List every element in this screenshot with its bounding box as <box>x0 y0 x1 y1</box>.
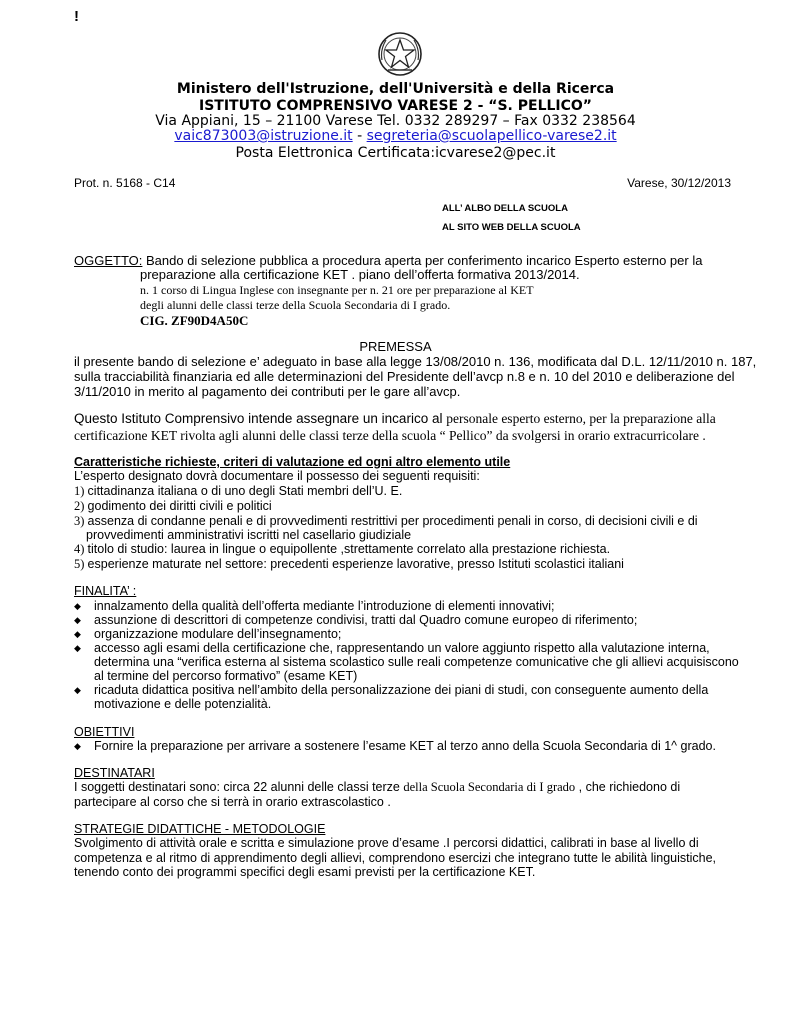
requisito-item: 5) esperienze maturate nel settore: precedenti esperienze lavorative, presso Istituti scolastici italiani <box>74 557 624 571</box>
diamond-bullet-icon: ◆ <box>74 741 81 751</box>
intro-text-a: Questo Istituto Comprensivo intende assegnare un incarico al <box>74 411 447 426</box>
obiettivi-item: ◆ Fornire la preparazione per arrivare a sostenere l’esame KET al terzo anno della Scuola Secondaria di 1^ grado. <box>74 739 716 753</box>
requisito-item-continuation: provvedimenti amministrativi iscritti nel casellario giudiziale <box>86 528 412 542</box>
ministry-heading: Ministero dell'Istruzione, dell'Università e della Ricerca <box>176 81 615 97</box>
recipient-sito: AL SITO WEB DELLA SCUOLA <box>442 222 581 233</box>
email-line <box>0 128 791 144</box>
finalita-item: ◆ innalzamento della qualità dell’offerta mediante l’introduzione di elementi innovativi; <box>74 599 555 613</box>
italian-republic-emblem-icon <box>376 30 424 78</box>
destinatari-line-1: I soggetti destinatari sono: circa 22 alunni delle classi terze della Scuola Secondaria di I grado , che richiedono di <box>74 780 681 794</box>
finalita-item: ◆ organizzazione modulare dell’insegnamento; <box>74 627 342 641</box>
oggetto-label: OGGETTO: <box>74 253 143 268</box>
intro-line-2: certificazione KET rivolta agli alunni delle classi terze della scuola “ Pellico” da svolgersi in orario extracurricolare . <box>74 428 706 443</box>
strategie-line: Svolgimento di attività orale e scritta e simulazione prove d’esame .I percorsi didattici, calibrati in base al livello di <box>74 836 699 850</box>
requisito-item: 4) titolo di studio: laurea in lingue o equipollente ,strettamente correlato alla prestazione richiesta. <box>74 542 611 556</box>
finalita-item-continuation: motivazione e delle potenzialità. <box>94 697 272 711</box>
premessa-line: sulla tracciabilità finanziaria ed alle determinazioni del Presidente dell’avcp n.8 e n. 10 del 2010 e deliberazione del <box>74 369 735 384</box>
strategie-line: tenendo conto dei programmi specifici degli esami previsti per la certificazione KET. <box>74 865 536 879</box>
header-mark: ! <box>74 8 79 25</box>
document-date: Varese, 30/12/2013 <box>627 176 731 190</box>
requisito-item: 2) godimento dei diritti civili e politici <box>74 499 272 513</box>
finalita-item-continuation: al termine del percorso formativo” (esame KET) <box>94 669 358 683</box>
finalita-item: ◆ accesso agli esami della certificazione che, rappresentando un valore aggiunto rispetto alla valutazione interna, <box>74 641 710 655</box>
destinatari-title: DESTINATARI <box>74 766 155 780</box>
finalita-item: ◆ assunzione di descrittori di competenze condivisi, tratti dal Quadro comune europeo di riferimento; <box>74 613 638 627</box>
oggetto-line-3: n. 1 corso di Lingua Inglese con insegnante per n. 21 ore per preparazione al KET <box>140 283 534 297</box>
pec-line: Posta Elettronica Certificata:icvarese2@pec.it <box>235 145 556 161</box>
premessa-line: 3/11/2010 in merito al pagamento dei contributi per le gare all’avcp. <box>74 384 461 399</box>
requisito-item: 1) cittadinanza italiana o di uno degli Stati membri dell’U. E. <box>74 484 403 498</box>
finalita-item: ◆ ricaduta didattica positiva nell’ambito della personalizzazione dei piani di studi, con conseguente aumento della <box>74 683 709 697</box>
protocol-number: Prot. n. 5168 - C14 <box>74 176 176 190</box>
strategie-line: competenza e al ritmo di apprendimento degli allievi, comprendono esercizi che integrano tutte le abilità linguistiche, <box>74 851 717 865</box>
recipient-albo: ALL’ ALBO DELLA SCUOLA <box>442 203 568 214</box>
finalita-title: FINALITA’ : <box>74 584 137 598</box>
diamond-bullet-icon: ◆ <box>74 629 81 639</box>
finalita-item-continuation: determina una “verifica esterna al sistema scolastico sulle reali competenze comunicative che gli allievi acquisiscono <box>94 655 739 669</box>
oggetto-line-2: preparazione alla certificazione KET . piano dell’offerta formativa 2013/2014. <box>140 267 580 282</box>
premessa-line: il presente bando di selezione e’ adeguato in base alla legge 13/08/2010 n. 136, modificata dal D.L. 12/11/2010 n. 187, <box>74 354 757 369</box>
requisiti-title: Caratteristiche richieste, criteri di valutazione ed ogni altro elemento utile <box>74 455 511 469</box>
cig-code: CIG. ZF90D4A50C <box>140 313 249 328</box>
strategie-title: STRATEGIE DIDATTICHE - METODOLOGIE <box>74 822 326 836</box>
obiettivi-title: OBIETTIVI <box>74 725 135 739</box>
intro-text-b: personale esperto esterno, per la preparazione alla <box>446 411 716 426</box>
school-address: Via Appiani, 15 – 21100 Varese Tel. 0332 289297 – Fax 0332 238564 <box>155 113 636 129</box>
oggetto-line-4: degli alunni delle classi terze della Scuola Secondaria di I grado. <box>140 298 451 312</box>
diamond-bullet-icon: ◆ <box>74 643 81 653</box>
intro-line-1 <box>74 411 716 427</box>
requisiti-intro: L’esperto designato dovrà documentare il possesso dei seguenti requisiti: <box>74 469 480 483</box>
requisito-item: 3) assenza di condanne penali e di provvedimenti restrittivi per procedimenti penali in corso, di decisioni civili e di <box>74 514 698 528</box>
diamond-bullet-icon: ◆ <box>74 615 81 625</box>
destinatari-line-2: partecipare al corso che si terrà in orario extrascolastico . <box>74 795 391 809</box>
diamond-bullet-icon: ◆ <box>74 685 81 695</box>
oggetto-text: Bando di selezione pubblica a procedura aperta per conferimento incarico Esperto esterno per la <box>142 253 703 268</box>
diamond-bullet-icon: ◆ <box>74 601 81 611</box>
school-name: ISTITUTO COMPRENSIVO VARESE 2 - “S. PELLICO” <box>199 98 592 114</box>
email-separator: - <box>352 128 367 144</box>
email-link-segreteria[interactable]: segreteria@scuolapellico-varese2.it <box>366 128 617 144</box>
oggetto-line <box>74 253 702 268</box>
premessa-title: PREMESSA <box>359 339 432 354</box>
email-link-istruzione[interactable]: vaic873003@istruzione.it <box>174 128 353 144</box>
